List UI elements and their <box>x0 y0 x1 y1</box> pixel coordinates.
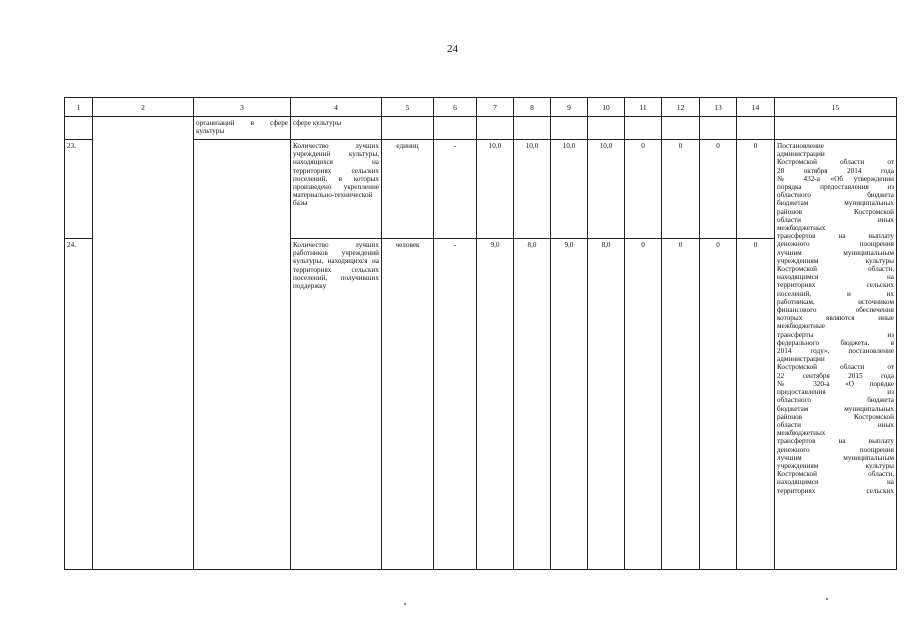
legal-basis-line: территориях сельских <box>777 486 894 495</box>
legal-basis-line: трансфертов на выплату <box>777 232 894 241</box>
table-cell <box>382 117 434 140</box>
legal-basis-cell <box>775 140 897 570</box>
legal-basis-line: лучшим муниципальным <box>777 248 894 257</box>
legal-basis-line: 22 сентября 2015 года <box>777 371 894 380</box>
legal-basis-line: администрации <box>777 355 825 364</box>
value-cell: 10,0 <box>588 140 625 239</box>
table-cell <box>662 117 700 140</box>
indicators-table <box>64 97 897 570</box>
unit-cell: человек <box>382 239 434 570</box>
header-cell: 10 <box>588 98 625 117</box>
legal-basis-line: Костромской области от <box>777 158 894 167</box>
legal-basis-line: бюджетам муниципальных <box>777 199 894 208</box>
indicator-name: Количество лучших работников учреждений культуры, находящихся на территориях сельских поселений, получивших поддержку <box>291 239 382 570</box>
col3-merged-cell <box>194 140 291 570</box>
legal-basis-line: Костромской области от <box>777 363 894 372</box>
legal-basis-line: трансферты из <box>777 330 894 339</box>
header-cell: 1 <box>65 98 93 117</box>
value-cell: 10,0 <box>551 140 588 239</box>
legal-basis-line: № 320-а «О порядке <box>777 379 894 388</box>
table-cell <box>700 117 737 140</box>
table-cell <box>551 117 588 140</box>
legal-basis-line: денежного поощрения <box>777 445 894 454</box>
value-cell: 0 <box>737 140 775 239</box>
page-number: 24 <box>447 43 458 55</box>
legal-basis-line: находящимся на <box>777 273 894 282</box>
scan-speck <box>404 603 406 605</box>
header-cell: 12 <box>662 98 700 117</box>
header-row <box>65 98 897 117</box>
value-cell: 0 <box>662 239 700 570</box>
header-cell: 4 <box>291 98 382 117</box>
legal-basis-line: порядка предоставления из <box>777 183 894 192</box>
legal-basis-line: Костромской области, <box>777 265 894 274</box>
legal-basis-line: № 432-а «Об утверждении <box>777 174 894 183</box>
header-cell: 15 <box>775 98 897 117</box>
header-cell: 5 <box>382 98 434 117</box>
table-cell <box>477 117 514 140</box>
legal-basis-line: федерального бюджета, в <box>777 338 894 347</box>
legal-basis-line: работникам, источником <box>777 297 894 306</box>
legal-basis-line: районов Костромской <box>777 207 894 216</box>
value-cell: 10,0 <box>477 140 514 239</box>
legal-basis-line: администрации <box>777 150 825 159</box>
legal-basis-line: бюджетам муниципальных <box>777 404 894 413</box>
legal-basis-line: межбюджетных <box>777 224 826 233</box>
table-cell <box>737 117 775 140</box>
legal-basis-line: которых являются иные <box>777 314 894 323</box>
header-cell: 6 <box>434 98 477 117</box>
continuation-col4: сфере культуры <box>291 117 382 140</box>
legal-basis-line: районов Костромской <box>777 412 894 421</box>
value-cell: 10,0 <box>514 140 551 239</box>
value-cell: 9,0 <box>551 239 588 570</box>
table-cell <box>775 117 897 140</box>
legal-basis-line: трансфертов на выплату <box>777 437 894 446</box>
value-cell: 0 <box>625 140 662 239</box>
table-cell <box>434 117 477 140</box>
legal-basis-line: территориях сельских <box>777 281 894 290</box>
table-cell <box>588 117 625 140</box>
value-cell: 8,0 <box>588 239 625 570</box>
unit-cell: единиц <box>382 140 434 239</box>
legal-basis-line: области иных <box>777 215 894 224</box>
value-cell: 0 <box>700 140 737 239</box>
header-cell: 2 <box>93 98 194 117</box>
legal-basis-line: областного бюджета <box>777 396 894 405</box>
legal-basis-line: Постановление <box>777 142 824 150</box>
header-cell: 3 <box>194 98 291 117</box>
value-cell: 0 <box>625 239 662 570</box>
legal-basis-line: межбюджетных <box>777 429 826 438</box>
value-cell: 0 <box>737 239 775 570</box>
base-value-cell: - <box>434 239 477 570</box>
header-cell: 11 <box>625 98 662 117</box>
header-cell: 14 <box>737 98 775 117</box>
legal-basis-line: находящимся на <box>777 478 894 487</box>
legal-basis-line: поселений, и их <box>777 289 894 298</box>
legal-basis-line: межбюджетные <box>777 322 825 331</box>
continuation-col3: организаций в сфере культуры <box>194 117 291 140</box>
col2-merged-cell <box>93 117 194 570</box>
value-cell: 8,0 <box>514 239 551 570</box>
row-number: 24. <box>65 239 93 570</box>
value-cell: 0 <box>700 239 737 570</box>
legal-basis-line: области иных <box>777 420 894 429</box>
header-cell: 13 <box>700 98 737 117</box>
continuation-row <box>65 117 897 140</box>
legal-basis-line: 2014 году», постановление <box>777 347 894 356</box>
legal-basis-line: областного бюджета <box>777 191 894 200</box>
legal-basis-line: финансового обеспечения <box>777 306 894 315</box>
legal-basis-line: 28 октября 2014 года <box>777 166 894 175</box>
row-number: 23. <box>65 140 93 239</box>
table-cell <box>65 117 93 140</box>
scan-speck <box>826 598 828 600</box>
legal-basis-line: учреждениям культуры <box>777 256 894 265</box>
legal-basis-line: денежного поощрения <box>777 240 894 249</box>
header-cell: 8 <box>514 98 551 117</box>
legal-basis-line: лучшим муниципальным <box>777 453 894 462</box>
table-cell <box>514 117 551 140</box>
header-cell: 9 <box>551 98 588 117</box>
base-value-cell: - <box>434 140 477 239</box>
value-cell: 0 <box>662 140 700 239</box>
header-cell: 7 <box>477 98 514 117</box>
indicator-name: Количество лучших учреждений культуры, находящихся на территориях сельских поселений, в которых произведено укрепление материально-технической базы <box>291 140 382 239</box>
value-cell: 9,0 <box>477 239 514 570</box>
legal-basis-line: учреждениям культуры <box>777 461 894 470</box>
table-cell <box>625 117 662 140</box>
legal-basis-line: Костромской области, <box>777 470 894 479</box>
legal-basis-line: предоставления из <box>777 388 894 397</box>
